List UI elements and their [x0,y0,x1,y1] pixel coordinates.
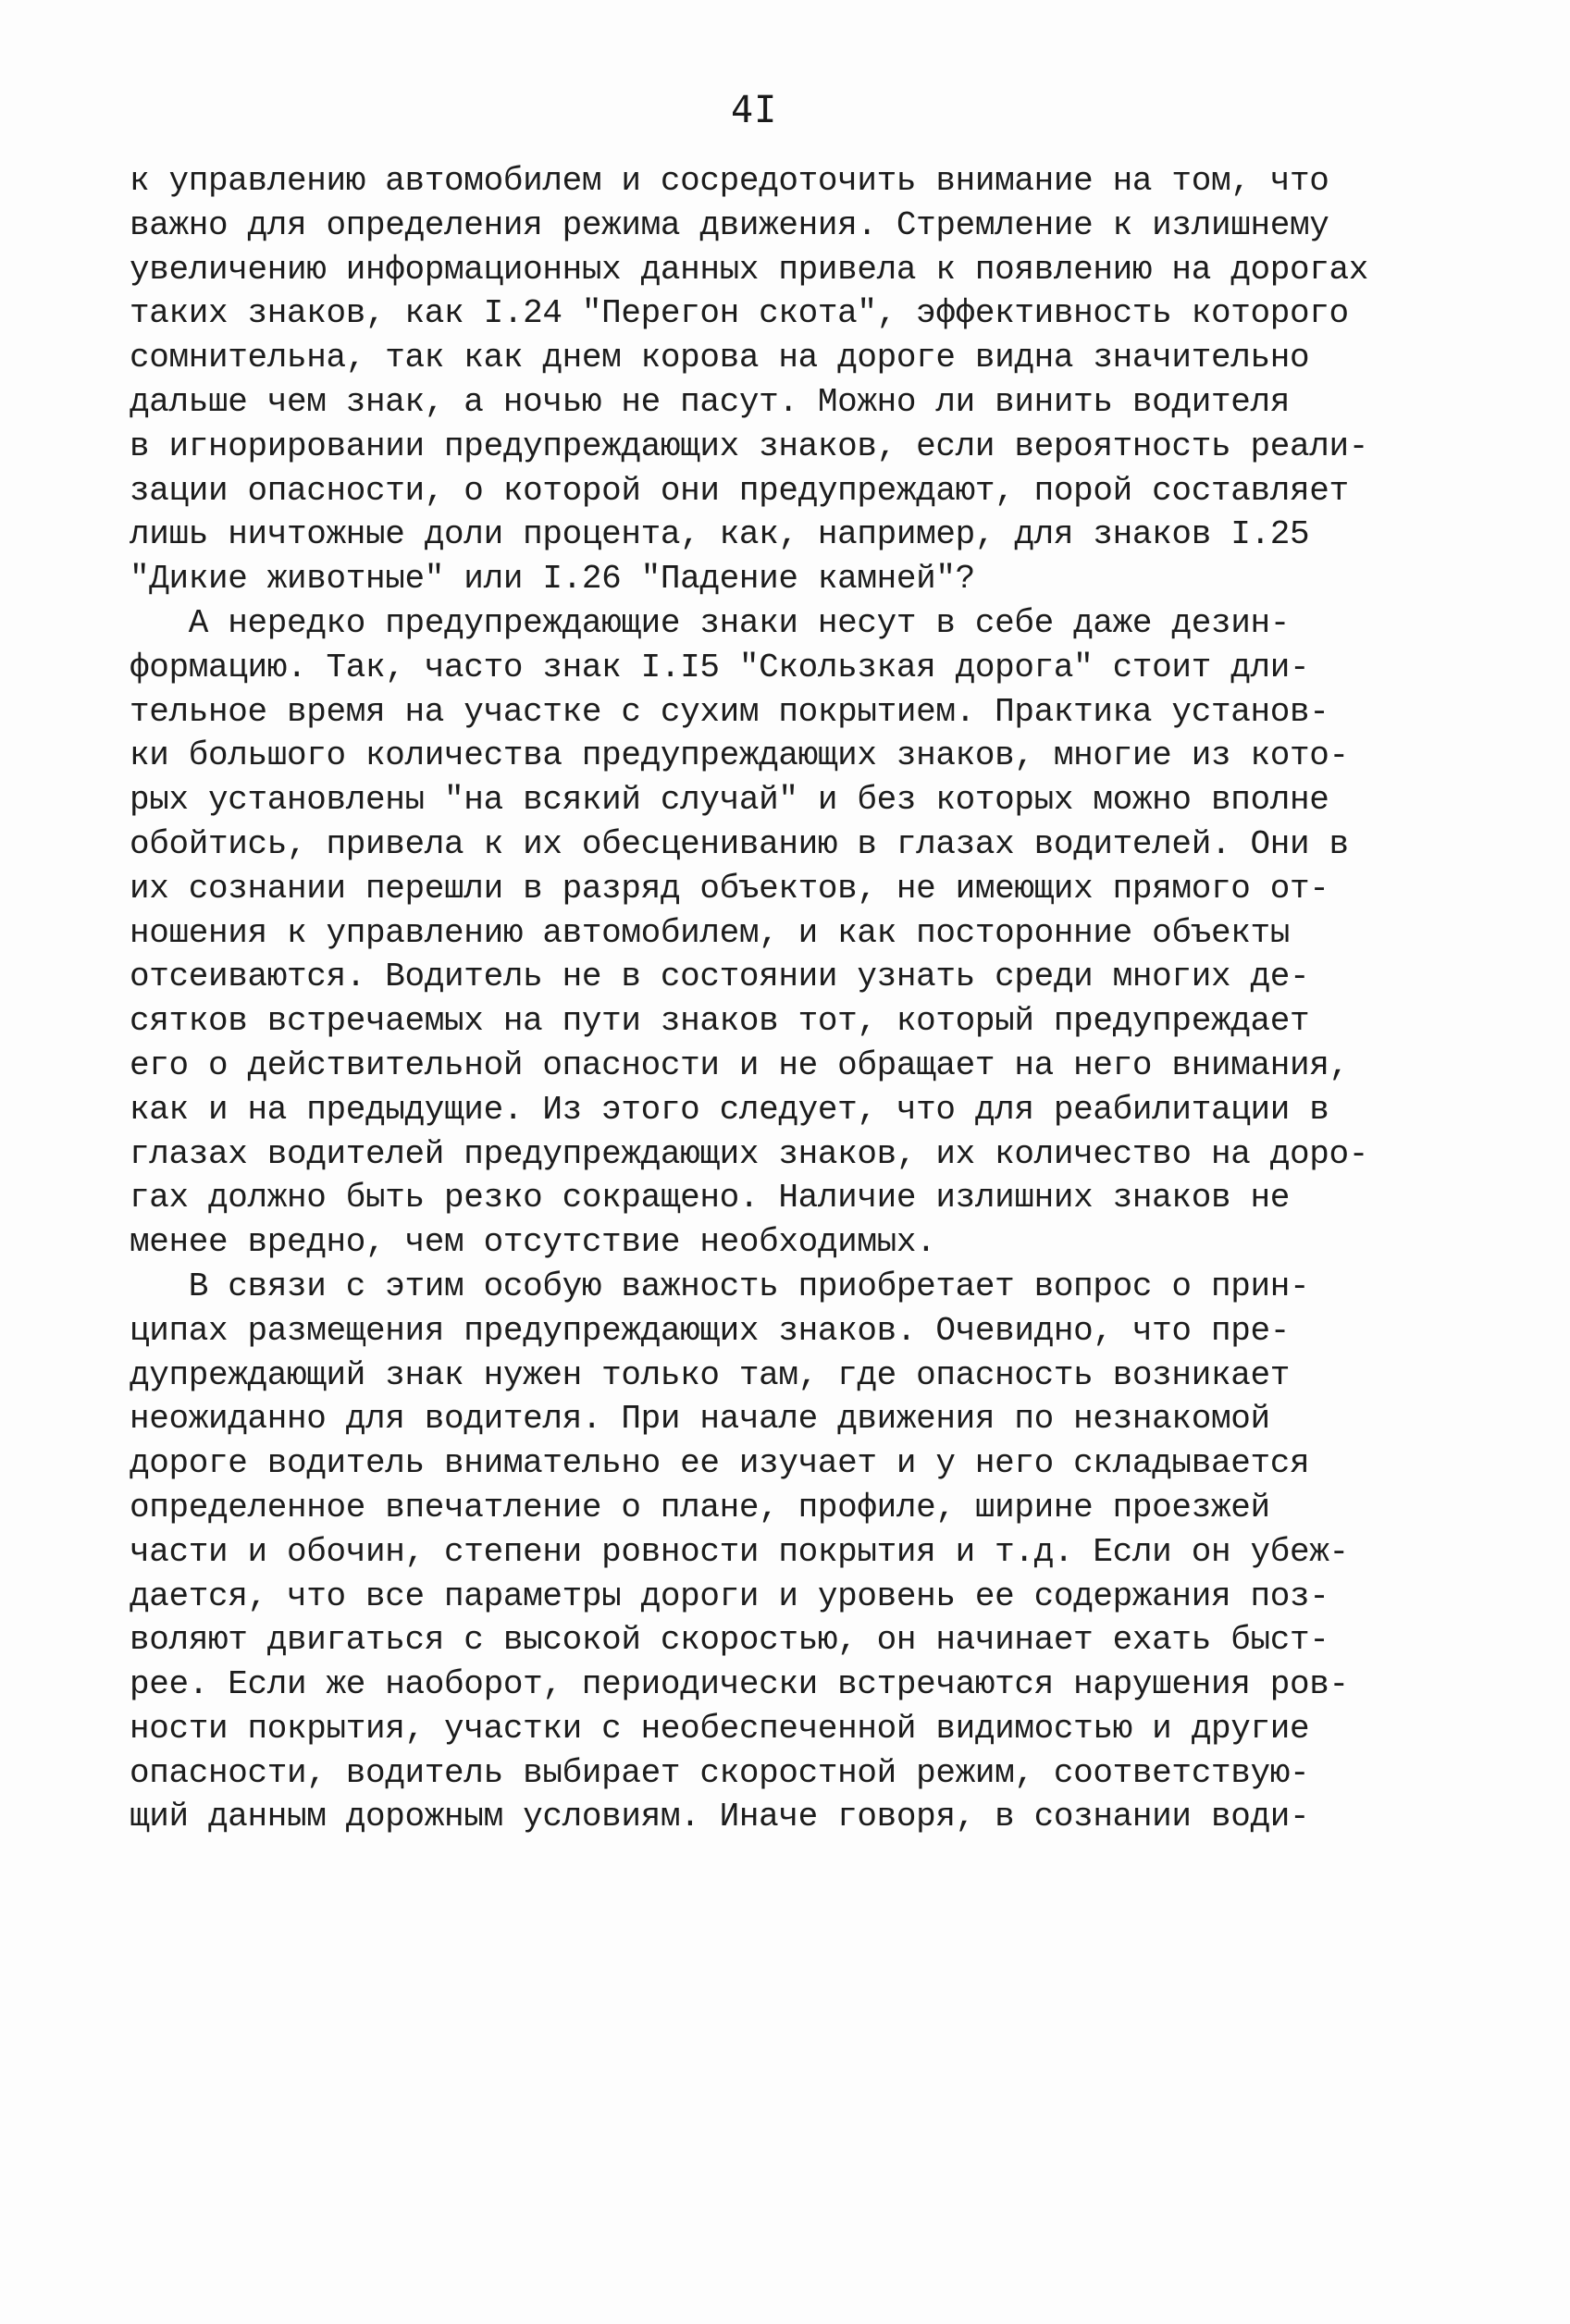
text-line: дальше чем знак, а ночью не пасут. Можно ли винить водителя [130,382,1290,421]
text-line: рых установлены "на всякий случай" и без которых можно вполне [130,781,1329,820]
text-line: в игнорировании предупреждающих знаков, если вероятность реали- [130,426,1368,465]
text-line: как и на предыдущие. Из этого следует, что для реабилитации в [130,1090,1329,1129]
text-line: менее вредно, чем отсутствие необходимых. [130,1223,936,1262]
text-line: гах должно быть резко сокращено. Наличие излишних знаков не [130,1179,1290,1218]
text-line: дороге водитель внимательно ее изучает и у него складывается [130,1444,1310,1483]
text-line: дается, что все параметры дороги и уровень ее содержания поз- [130,1576,1329,1615]
text-line: ципах размещения предупреждающих знаков. Очевидно, что пре- [130,1311,1290,1350]
text-line: рее. Если же наоборот, периодически встречаются нарушения ров- [130,1665,1349,1704]
text-line: лишь ничтожные доли процента, как, например, для знаков I.25 [130,515,1310,554]
text-line: определенное впечатление о плане, профиле, ширине проезжей [130,1488,1270,1527]
text-line: щий данным дорожным условиям. Иначе говоря, в сознании води- [130,1798,1310,1836]
text-line: тельное время на участке с сухим покрытием. Практика установ- [130,692,1329,731]
page-number: 4I [731,89,778,131]
text-line: отсеиваются. Водитель не в состоянии узнать среди многих де- [130,958,1310,996]
text-line: обойтись, привела к их обесцениванию в глазах водителей. Они в [130,824,1349,863]
text-line: части и обочин, степени ровности покрытия и т.д. Если он убеж- [130,1532,1349,1571]
text-line: дупреждающий знак нужен только там, где опасность возникает [130,1355,1290,1394]
text-line: к управлению автомобилем и сосредоточить внимание на том, что [130,162,1329,200]
text-line: А нередко предупреждающие знаки несут в себе даже дезин- [130,603,1290,642]
text-line: ки большого количества предупреждающих знаков, многие из кото- [130,736,1349,775]
text-line: воляют двигаться с высокой скоростью, он начинает ехать быст- [130,1621,1329,1660]
text-line: глазах водителей предупреждающих знаков, их количество на доро- [130,1134,1368,1173]
body-text [130,159,1368,1839]
text-line: их сознании перешли в разряд объектов, не имеющих прямого от- [130,869,1329,908]
text-line: неожиданно для водителя. При начале движения по незнакомой [130,1400,1270,1439]
text-line: увеличению информационных данных привела к появлению на дорогах [130,250,1368,289]
text-line: "Дикие животные" или I.26 "Падение камней"? [130,560,975,599]
text-line: ности покрытия, участки с необеспеченной видимостью и другие [130,1709,1310,1748]
text-line: зации опасности, о которой они предупреждают, порой составляет [130,471,1349,510]
text-line: формацию. Так, часто знак I.I5 "Скользкая дорога" стоит дли- [130,648,1310,686]
text-line: ношения к управлению автомобилем, и как посторонние объекты [130,913,1290,952]
text-line: сятков встречаемых на пути знаков тот, который предупреждает [130,1002,1310,1041]
text-line: важно для определения режима движения. Стремление к излишнему [130,205,1329,244]
text-line: его о действительной опасности и не обращает на него внимания, [130,1045,1349,1084]
text-line: В связи с этим особую важность приобретает вопрос о прин- [130,1267,1310,1305]
text-line: таких знаков, как I.24 "Перегон скота", эффективность которого [130,294,1349,333]
text-line: опасности, водитель выбирает скоростной режим, соответствую- [130,1753,1310,1792]
text-line: сомнительна, так как днем корова на дороге видна значительно [130,339,1310,377]
